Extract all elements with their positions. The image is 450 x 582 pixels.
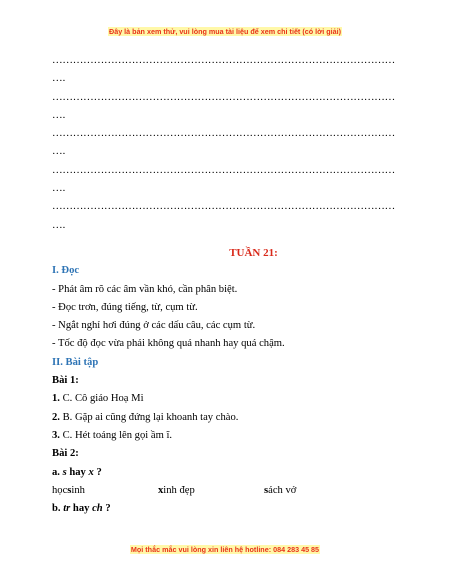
part-end: ? [102, 503, 111, 515]
reading-item: - Đọc trơn, đúng tiếng, từ, cụm từ. [52, 301, 198, 313]
part-end: ? [93, 466, 102, 478]
answer-text: C. Cô giáo Hoạ Mi [59, 393, 144, 405]
answer-number: 1. [52, 393, 60, 405]
dotted-answer-lines [52, 52, 395, 235]
dotted-line-tail: …. [52, 183, 66, 195]
section-reading-title: I. Đọc [52, 265, 80, 277]
part-label: a. [52, 466, 63, 478]
word [52, 482, 158, 500]
part-label: b. [52, 503, 64, 515]
word-suffix: inh đẹp [163, 484, 195, 496]
answer-text: C. Hét toáng lên gọi ầm ĩ. [59, 429, 173, 441]
hotline-notice-banner: Mọi thắc mắc vui lòng xin liên hệ hotline: 084 283 45 85 [130, 545, 320, 554]
word-suffix: ách vở [268, 484, 297, 496]
exercise-2-part-b [52, 500, 395, 518]
dotted-line-tail: …. [52, 73, 66, 85]
exercise-1-answer [52, 427, 395, 445]
letter-option: s [62, 466, 67, 478]
letter-option: tr [63, 503, 71, 515]
preview-notice-banner: Đây là bản xem thử, vui lòng mua tài liệu để xem chi tiết (có lời giải) [109, 27, 341, 36]
exercise-2-word-row [52, 482, 395, 500]
exercise-1-answer [52, 409, 395, 427]
dotted-line: ……………………………………………………………………………………… [52, 164, 395, 176]
dotted-line-tail: …. [52, 146, 66, 158]
part-connector: hay [66, 466, 89, 478]
word-suffix: inh [71, 484, 85, 496]
letter-option: x [88, 466, 94, 478]
answer-text: B. Gặp ai cũng đứng lại khoanh tay chào. [59, 411, 239, 423]
exercise-1-answer [52, 390, 395, 408]
answer-number: 3. [52, 429, 60, 441]
exercise-2-title: Bài 2: [52, 448, 79, 460]
dotted-line: ……………………………………………………………………………………… [52, 201, 395, 213]
part-connector: hay [70, 503, 93, 515]
word-letter: s [264, 484, 269, 496]
exercise-2-part-a [52, 464, 395, 482]
word-letter: s [67, 484, 72, 496]
dotted-line: ……………………………………………………………………………………… [52, 55, 395, 66]
reading-item: - Tốc độ đọc vừa phải không quá nhanh hay quá chậm. [52, 338, 285, 350]
reading-item: - Phát âm rõ các âm vần khó, cần phân biệt. [52, 283, 238, 295]
week-title: TUẦN 21: [229, 246, 278, 259]
word-letter: x [158, 484, 164, 496]
answer-number: 2. [52, 411, 60, 423]
word [264, 482, 296, 500]
dotted-line-tail: …. [52, 109, 66, 121]
reading-item: - Ngắt nghỉ hơi đúng ở các dấu câu, các cụm từ. [52, 320, 256, 332]
dotted-line: ……………………………………………………………………………………… [52, 128, 395, 140]
word-prefix: học [52, 484, 68, 496]
dotted-line: ……………………………………………………………………………………… [52, 91, 395, 103]
word [158, 482, 264, 500]
section-exercises-title: II. Bài tập [52, 356, 99, 368]
dotted-line-tail: …. [52, 219, 66, 231]
document-body [52, 52, 395, 518]
exercise-1-title: Bài 1: [52, 375, 79, 387]
letter-option: ch [92, 503, 103, 515]
